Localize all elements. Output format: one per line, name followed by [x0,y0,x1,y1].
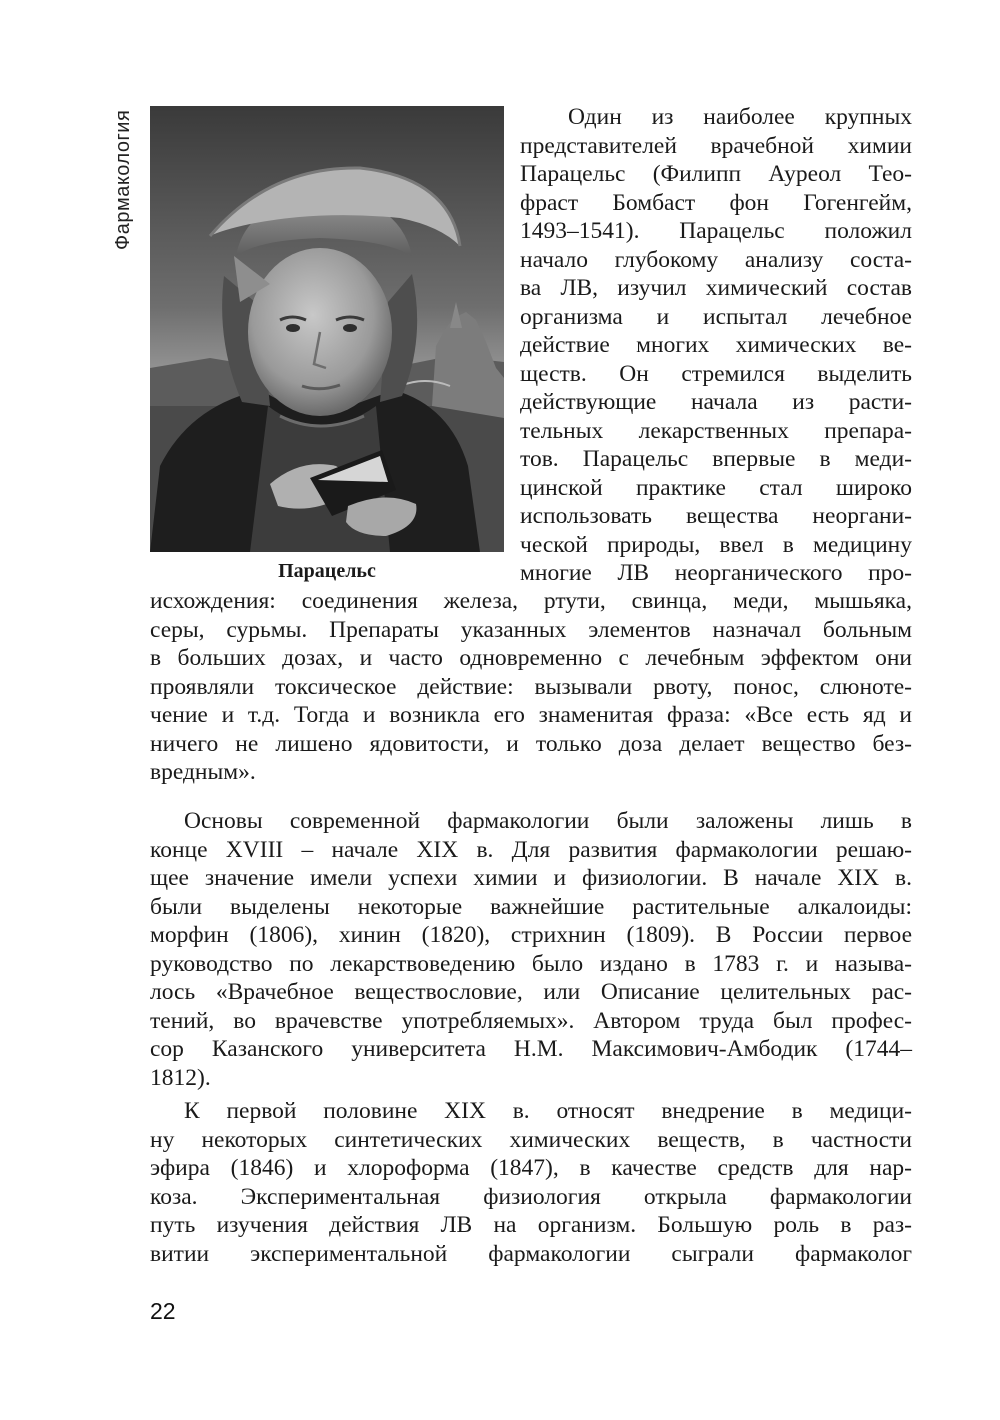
text-line: представителей врачебной химии [520,132,912,159]
text-line: ничего не лишено ядовитости, и только доза делает вещество без- [150,730,912,757]
running-header-text: Фармакология [112,109,134,250]
paragraph-3 [150,1097,912,1268]
portrait-image [150,106,504,552]
text-line: тельных лекарственных препара- [520,417,912,444]
text-line: ва ЛВ, изучил химический состав [520,275,912,301]
text-line: сор Казанского университета Н.М. Максимович-Амбодик (1744– [150,1036,912,1062]
page-number: 22 [150,1298,176,1324]
text-line: цинской практике стал широко [520,474,912,501]
text-line: 1812). [150,1064,211,1091]
text-line: Один из наиболее крупных [568,104,912,130]
text-line: тов. Парацельс впервые в меди- [520,446,912,472]
text-line: лось «Врачебное веществословие, или Описание целительных рас- [150,979,912,1005]
text-line: щее значение имели успехи химии и физиологии. В начале XIX в. [150,865,912,891]
text-line: руководство по лекарствоведению было издано в 1783 г. и называ- [150,950,912,977]
text-line: Парацельс (Филипп Ауреол Тео- [520,161,912,187]
text-line: коза. Экспериментальная физиология открыла фармакологии [150,1183,912,1210]
text-line: морфин (1806), хинин (1820), стрихнин (1809). В России первое [150,922,912,948]
text-line: серы, сурьмы. Препараты указанных элементов назначал больным [150,616,912,643]
text-line: ческой природы, ввел в медицину [520,531,912,558]
text-line: действующие начала из расти- [520,389,912,415]
text-line: действие многих химических ве- [520,332,912,358]
paragraph-1 [150,587,912,787]
text-line: фраст Бомбаст фон Гогенгейм, [520,189,912,216]
running-header [112,100,136,250]
text-line: вредным». [150,759,256,785]
text-line: чение и т.д. Тогда и возникла его знаменитая фраза: «Все есть яд и [150,702,912,728]
text-line: К первой половине XIX в. относят внедрение в медици- [184,1098,912,1124]
text-line: ществ. Он стремился выделить [520,360,912,387]
text-line: конце XVIII – начале XIX в. Для развития фармакологии решаю- [150,836,912,863]
text-line: путь изучения действия ЛВ на организм. Большую роль в раз- [150,1212,912,1238]
text-line: использовать вещества неоргани- [520,503,912,529]
text-line: проявляли токсическое действие: вызывали рвоту, понос, слюноте- [150,673,912,700]
paragraph-2 [150,807,912,1092]
text-line: многие ЛВ неорганического про- [520,560,912,586]
text-line: начало глубокому анализу соста- [520,246,912,273]
text-line: эфира (1846) и хлороформа (1847), в качестве средств для нар- [150,1155,912,1181]
wrapped-paragraph [520,103,912,588]
text-line: в больших дозах, и часто одновременно с лечебным эффектом они [150,645,912,671]
figure-caption: Парацельс [278,560,376,582]
text-line: Основы современной фармакологии были заложены лишь в [184,808,912,834]
text-line: ну некоторых синтетических химических веществ, в частности [150,1126,912,1153]
text-line: были выделены некоторые важнейшие растительные алкалоиды: [150,893,912,920]
text-line: исхождения: соединения железа, ртути, свинца, меди, мышьяка, [150,588,912,614]
text-line: тений, во врачевстве употребляемых». Автором труда был профес- [150,1007,912,1034]
text-line: организма и испытал лечебное [520,303,912,330]
text-line: 1493–1541). Парацельс положил [520,218,912,244]
text-line: витии экспериментальной фармакологии сыграли фармаколог [150,1240,912,1267]
